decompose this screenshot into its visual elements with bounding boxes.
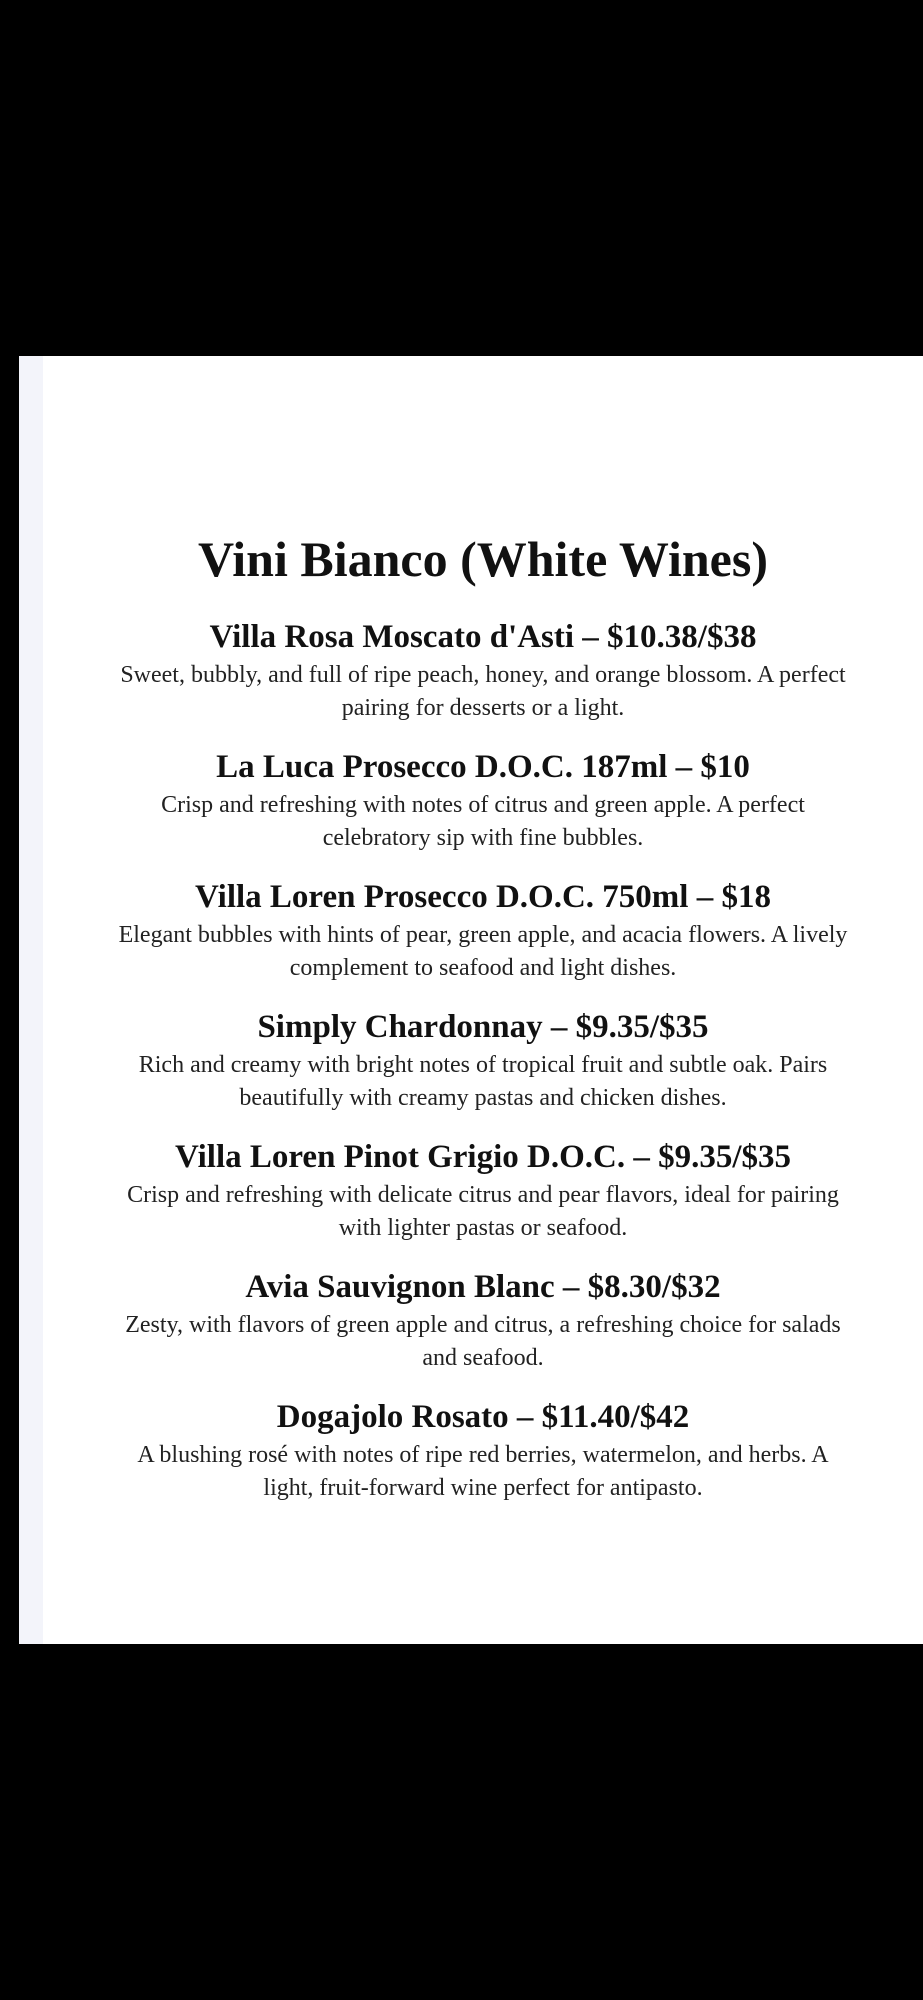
menu-content xyxy=(43,356,923,1644)
wine-name: Villa Loren Pinot Grigio D.O.C. – $9.35/$35 xyxy=(175,1139,791,1175)
wine-description: Sweet, bubbly, and full of ripe peach, honey, and orange blossom. A perfect pairing for desserts or a light. xyxy=(120,662,846,722)
wine-name: Villa Rosa Moscato d'Asti – $10.38/$38 xyxy=(209,619,757,655)
wine-item-prosecco-187 xyxy=(43,749,923,879)
wine-description: Crisp and refreshing with delicate citrus and pear flavors, ideal for pairing with lighter pastas or seafood. xyxy=(127,1182,839,1242)
wine-description: Elegant bubbles with hints of pear, green apple, and acacia flowers. A lively complement to seafood and light dishes. xyxy=(118,922,848,982)
wine-description: A blushing rosé with notes of ripe red berries, watermelon, and herbs. A light, fruit-forward wine perfect for antipasto. xyxy=(137,1442,829,1502)
wine-name: La Luca Prosecco D.O.C. 187ml – $10 xyxy=(216,749,750,785)
wine-list xyxy=(43,619,923,1529)
wine-item-pinot-grigio xyxy=(43,1139,923,1269)
wine-name: Simply Chardonnay – $9.35/$35 xyxy=(257,1009,709,1045)
wine-description: Crisp and refreshing with notes of citrus and green apple. A perfect celebratory sip with fine bubbles. xyxy=(161,792,805,852)
wine-name: Villa Loren Prosecco D.O.C. 750ml – $18 xyxy=(195,879,771,915)
wine-name: Avia Sauvignon Blanc – $8.30/$32 xyxy=(245,1269,721,1305)
page-edge xyxy=(19,356,43,1644)
wine-description: Zesty, with flavors of green apple and citrus, a refreshing choice for salads and seafood. xyxy=(125,1312,841,1372)
wine-item-prosecco-750 xyxy=(43,879,923,1009)
wine-item-moscato xyxy=(43,619,923,749)
menu-title: Vini Bianco (White Wines) xyxy=(198,531,768,587)
wine-item-rosato xyxy=(43,1399,923,1529)
wine-description: Rich and creamy with bright notes of tropical fruit and subtle oak. Pairs beautifully with creamy pastas and chicken dishes. xyxy=(138,1052,828,1112)
wine-name: Dogajolo Rosato – $11.40/$42 xyxy=(276,1399,690,1435)
menu-page xyxy=(19,356,923,1644)
wine-item-chardonnay xyxy=(43,1009,923,1139)
wine-item-sauvignon-blanc xyxy=(43,1269,923,1399)
